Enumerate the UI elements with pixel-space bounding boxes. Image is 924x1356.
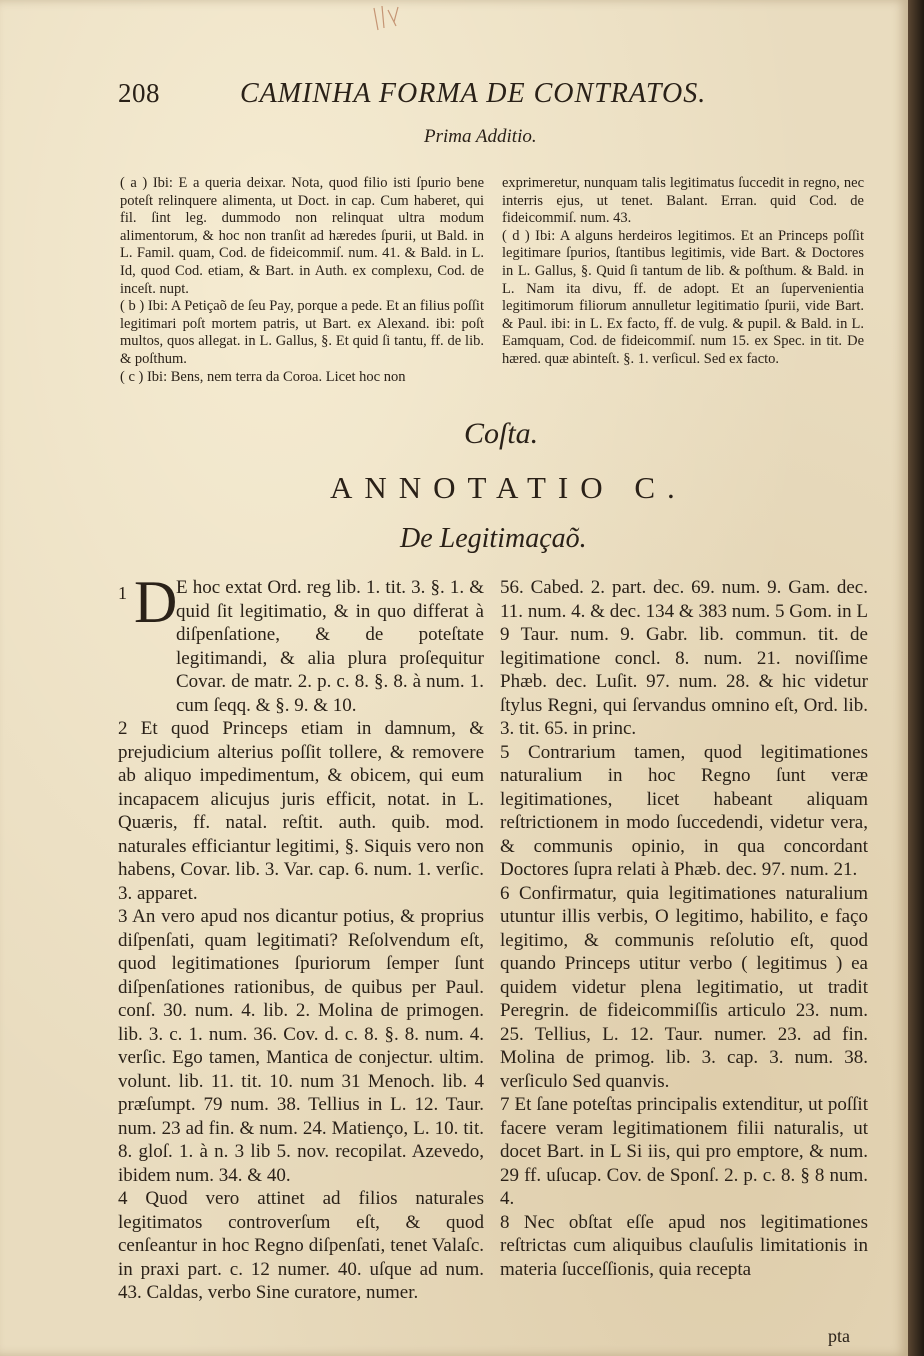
note-paragraph: ( b ) Ibi: A Petiçaõ de ſeu Pay, porque a pede. Et an filius poſſit legitimari poſt mortem patris, ut Bart. ex Alexand. ibi: poſt multos, quos allegat. in L. Gallus, §. Et quid ſi tantu, ff. de lib. & poſthum. — [120, 298, 484, 367]
running-title: CAMINHA FORMA DE CONTRATOS. — [240, 78, 707, 109]
note-paragraph: ( a ) Ibi: E a queria deixar. Nota, quod filio isti ſpurio bene poteſt relinquere alimenta, ut Doct. in cap. Cum haberet, qui fil. ſint leg. dummodo non relinquat ultra modum alimentorum, & hoc non tranſit ad hæredes ſpurii, ut Bald. in L. Famil. quam, Cod. de fideicommiſ. num. 41. & Bald. in L. Id, quod Cod. etiam, & Bart. in Auth. ex complexu, Cod. de inceſt. nupt. — [120, 175, 484, 297]
notes-right-column — [502, 175, 864, 369]
body-paragraph: 5 Contrarium tamen, quod legitimationes naturalium in hoc Regno ſunt veræ legitimationes, licet habeant aliquam reſtrictionem in modo ſuccedendi, videtur vera, & communis opinio, in qua concordant Doctores ſupra relati à Phæb. dec. 97. num. 21. — [500, 741, 868, 880]
page-header — [118, 78, 778, 118]
page-number: 208 — [118, 78, 160, 108]
body-paragraph: 7 Et ſane poteſtas principalis extenditur, ut poſſit facere veram legitimationem filii naturalis, ut docet Bart. in L Si iis, qui pro emptore, & num. 29 ff. uſucap. Cov. de Sponſ. 2. p. c. 8. § 8 num. 4. — [500, 1094, 868, 1209]
paragraph-text: E hoc extat Ord. reg lib. 1. tit. 3. §. 1. & quid ſit legitimatio, & in quo differat à diſpenſatione, & de poteſtate legitimandi, & alia plura proſequitur Covar. de matr. 2. p. c. 8. §. 8. à num. 1. cum ſeqq. & §. 9. & 10. — [176, 577, 484, 716]
drop-cap-letter: D — [134, 569, 178, 635]
subject-title: De Legitimaçaõ. — [400, 523, 587, 554]
paragraph-number: 1 — [118, 583, 127, 603]
section-name: Coſta. — [464, 417, 539, 450]
note-paragraph: exprimeretur, nunquam talis legitimatus ſuccedit in regno, nec interris ejus, ut tenet. Balant. Erran. quid Cod. de fideicommiſ. num. 43. — [502, 175, 864, 227]
book-spine — [908, 0, 924, 1356]
addition-heading: Prima Additio. — [424, 126, 537, 147]
ink-mark — [368, 4, 406, 34]
body-left-column — [118, 569, 484, 1305]
body-paragraph: 8 Nec obſtat eſſe apud nos legitimationes reſtrictas cum aliquibus clauſulis limitationis in materia ſucceſſionis, quia recepta — [500, 1211, 868, 1280]
body-paragraph: 56. Cabed. 2. part. dec. 69. num. 9. Gam. dec. 11. num. 4. & dec. 134 & 383 num. 5 Gom. in L 9 Taur. num. 9. Gabr. lib. commun. tit. de legitimatione concl. 8. num. 21. noviſſime Phæb. dec. Luſit. 97. num. 28. & hic videtur ſtylus Regni, qui ſervandus omnino eſt, Ord. lib. 3. tit. 65. in princ. — [500, 577, 868, 739]
body-paragraph: 4 Quod vero attinet ad filios naturales legitimatos controverſum eſt, & quod cenſeantur in hoc Regno diſpenſati, tenet Valaſc. in praxi part. c. 12 numer. 40. uſque ad num. 43. Caldas, verbo Sine curatore, numer. — [118, 1188, 484, 1303]
body-paragraph: 6 Confirmatur, quia legitimationes naturalium utuntur illis verbis, O legitimo, habilito, e faço legitimo, & communis reſolutio eſt, quod quando Princeps utitur verbo ( legitimus ) ea quidem videtur plena legitimatio, ut tradit Peregrin. de fideicommiſſis articulo 23. num. 25. Tellius, L. 12. Taur. numer. 23. ad fin. Molina de primog. lib. 3. cap. 3. num. 38. verſiculo Sed quanvis. — [500, 882, 868, 1092]
body-paragraph-1 — [118, 569, 484, 717]
body-right-column — [500, 576, 868, 1281]
note-paragraph: ( d ) Ibi: A alguns herdeiros legitimos. Et an Princeps poſſit legitimare ſpurios, ſtantibus legitimis, vide Bart. & Doctores in L. Gallus, §. Quid ſi tantum de lib. & poſthum. & Bald. in L. Nam ita divu, ff. de adopt. Et an ſupervenientia legitimorum filiorum annulletur legitimatio ſpurii, vide Bart. & Paul. ibi: in L. Ex facto, ff. de vulg. & pupil. & Bald. in L. Eamquam, Cod. de fideicommiſ. num 15. ex Spec. in tit. De hæred. quæ abinteſt. §. 1. verſicul. Sed ex facto. — [502, 227, 864, 367]
body-paragraph: 2 Et quod Princeps etiam in damnum, & prejudicium alterius poſſit tollere, & removere ab aliquo impedimentum, & obicem, qui eum incapacem alicujus juris efficit, notat. in L. Quæris, ff. natal. reſtit. auth. quib. mod. naturales efficiantur legitimi, §. Siquis vero non habens, Covar. lib. 3. Var. cap. 6. num. 1. verſic. 3. apparet. — [118, 718, 484, 904]
catchword: pta — [828, 1326, 850, 1346]
note-paragraph: ( c ) Ibi: Bens, nem terra da Coroa. Licet hoc non — [120, 368, 406, 385]
notes-left-column — [120, 175, 484, 386]
annotation-title: ANNOTATIO C. — [330, 470, 687, 505]
body-paragraph: 3 An vero apud nos dicantur potius, & proprius diſpenſati, quam legitimati? Reſolvendum eſt, quod legitimationes ſpuriorum ſemper ſunt diſpenſationes rationibus, de quibus per Paul. conſ. 30. num. 4. lib. 2. Molina de primogen. lib. 3. c. 1. num. 36. Cov. d. c. 8. §. 8. num. 4. verſic. Ego tamen, Mantica de conjectur. ultim. volunt. lib. 11. tit. 10. num 31 Menoch. lib. 4 præſumpt. 79 num. 38. Tellius in L. 12. Taur. num. 23 ad fin. & num. 24. Matienço, L. 10. tit. 8. gloſ. 1. à n. 3 lib 5. nov. recopilat. Azevedo, ibidem num. 34. & 40. — [118, 906, 484, 1186]
